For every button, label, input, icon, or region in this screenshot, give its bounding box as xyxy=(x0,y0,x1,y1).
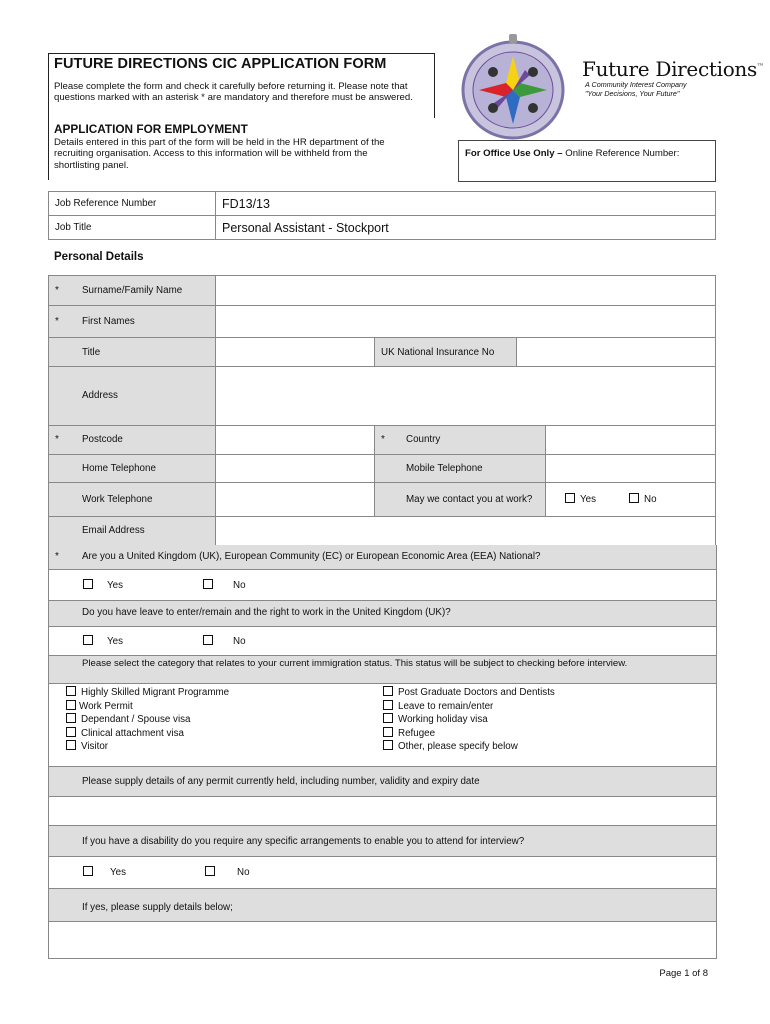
eea-question: Are you a United Kingdom (UK), European Community (EC) or European Economic Area (EEA) National? xyxy=(82,551,541,562)
no-label: No xyxy=(233,580,246,591)
job-table xyxy=(48,191,716,240)
title-label: Title xyxy=(82,347,101,358)
option-other[interactable]: Other, please specify below xyxy=(383,740,555,754)
page-number: Page 1 of 8 xyxy=(659,968,708,979)
ni-field[interactable] xyxy=(517,338,716,367)
checkbox-icon[interactable] xyxy=(83,579,93,589)
address-field[interactable] xyxy=(216,367,716,426)
permit-field[interactable] xyxy=(48,797,717,826)
contact-work-label: May we contact you at work? xyxy=(406,494,533,505)
checkbox-icon[interactable] xyxy=(205,866,215,876)
checkbox-icon[interactable] xyxy=(383,686,393,696)
option-leave-remain[interactable]: Leave to remain/enter xyxy=(383,700,555,714)
surname-label: Surname/Family Name xyxy=(82,285,183,296)
checkbox-icon[interactable] xyxy=(383,700,393,710)
checkbox-icon[interactable] xyxy=(203,635,213,645)
checkbox-icon[interactable] xyxy=(66,700,76,710)
disability-yes[interactable] xyxy=(83,866,126,878)
compass-logo-icon xyxy=(453,32,573,142)
email-label: Email Address xyxy=(82,525,145,536)
home-tel-field[interactable] xyxy=(216,455,375,483)
job-title-value[interactable]: Personal Assistant - Stockport xyxy=(216,216,716,240)
office-use-label: For Office Use Only – Online Reference Number: xyxy=(465,148,680,159)
eea-yes[interactable] xyxy=(83,579,123,591)
yes-label: Yes xyxy=(107,636,123,647)
brand-slogan: "Your Decisions, Your Future" xyxy=(585,89,680,98)
work-tel-field[interactable] xyxy=(216,483,375,517)
section-description: Details entered in this part of the form will be held in the HR department of the recruiting organisation. Access to this information will be withheld from the shortlisting panel. xyxy=(54,137,385,171)
title-field[interactable] xyxy=(216,338,375,367)
checkbox-icon[interactable] xyxy=(383,727,393,737)
eea-asterisk: * xyxy=(55,551,59,562)
brand-name: Future Directions™ xyxy=(582,57,764,81)
checkbox-icon[interactable] xyxy=(565,493,575,503)
mobile-tel-label: Mobile Telephone xyxy=(406,463,483,474)
option-work-permit[interactable]: Work Permit xyxy=(66,700,229,714)
personal-details-heading: Personal Details xyxy=(54,251,144,263)
option-refugee[interactable]: Refugee xyxy=(383,727,555,741)
email-field[interactable] xyxy=(216,517,716,546)
work-tel-label: Work Telephone xyxy=(82,494,153,505)
option-working-holiday[interactable]: Working holiday visa xyxy=(383,713,555,727)
option-visitor[interactable]: Visitor xyxy=(66,740,229,754)
checkbox-icon[interactable] xyxy=(203,579,213,589)
job-title-label: Job Title xyxy=(49,216,216,240)
yes-label: Yes xyxy=(580,494,596,505)
leave-answer-row xyxy=(48,627,717,656)
country-label-cell xyxy=(375,426,546,455)
no-label: No xyxy=(237,867,250,878)
yes-label: Yes xyxy=(107,580,123,591)
checkbox-icon[interactable] xyxy=(66,740,76,750)
checkbox-icon[interactable] xyxy=(83,866,93,876)
permit-question: Please supply details of any permit currently held, including number, validity and expiry date xyxy=(82,776,480,787)
option-highly-skilled[interactable]: Highly Skilled Migrant Programme xyxy=(66,686,229,700)
mobile-tel-field[interactable] xyxy=(546,455,716,483)
option-clinical[interactable]: Clinical attachment visa xyxy=(66,727,229,741)
brand-tagline xyxy=(585,80,687,98)
postcode-label: Postcode xyxy=(82,434,123,445)
checkbox-icon[interactable] xyxy=(83,635,93,645)
checkbox-icon[interactable] xyxy=(66,713,76,723)
checkbox-icon[interactable] xyxy=(383,713,393,723)
details-field[interactable] xyxy=(48,922,717,959)
no-label: No xyxy=(644,494,657,505)
yes-label: Yes xyxy=(110,867,126,878)
form-title: FUTURE DIRECTIONS CIC APPLICATION FORM xyxy=(54,56,387,72)
title-label-cell xyxy=(49,338,216,367)
immigration-options-right xyxy=(383,686,555,754)
option-postgrad[interactable]: Post Graduate Doctors and Dentists xyxy=(383,686,555,700)
category-question: Please select the category that relates to your current immigration status. This status will be subject to checking before interview. xyxy=(82,658,628,669)
first-names-asterisk: * xyxy=(55,316,59,327)
office-use-box[interactable] xyxy=(458,140,716,182)
country-asterisk: * xyxy=(381,434,385,445)
surname-asterisk: * xyxy=(55,285,59,296)
checkbox-icon[interactable] xyxy=(629,493,639,503)
leave-question: Do you have leave to enter/remain and the right to work in the United Kingdom (UK)? xyxy=(82,607,451,618)
section-title: APPLICATION FOR EMPLOYMENT xyxy=(54,122,248,136)
checkbox-icon[interactable] xyxy=(383,740,393,750)
eea-no[interactable] xyxy=(203,579,246,591)
job-ref-value[interactable]: FD13/13 xyxy=(216,192,716,216)
contact-work-yes[interactable] xyxy=(565,493,596,505)
no-label: No xyxy=(233,636,246,647)
disability-answer-row xyxy=(48,857,717,889)
job-ref-label: Job Reference Number xyxy=(49,192,216,216)
option-dependant[interactable]: Dependant / Spouse visa xyxy=(66,713,229,727)
leave-no[interactable] xyxy=(203,635,246,647)
checkbox-icon[interactable] xyxy=(66,727,76,737)
disability-no[interactable] xyxy=(205,866,250,878)
first-names-field[interactable] xyxy=(216,306,716,338)
checkbox-icon[interactable] xyxy=(66,686,76,696)
postcode-asterisk: * xyxy=(55,434,59,445)
leave-yes[interactable] xyxy=(83,635,123,647)
surname-field[interactable] xyxy=(216,276,716,306)
home-tel-label: Home Telephone xyxy=(82,463,156,474)
brand-company-type: A Community Interest Company xyxy=(585,80,687,89)
contact-work-no[interactable] xyxy=(629,493,657,505)
ni-label: UK National Insurance No xyxy=(381,347,495,358)
address-label: Address xyxy=(82,390,118,401)
postcode-field[interactable] xyxy=(216,426,375,455)
first-names-label: First Names xyxy=(82,316,135,327)
eea-answer-row xyxy=(48,570,717,601)
address-label-cell xyxy=(49,367,216,426)
details-question: If yes, please supply details below; xyxy=(82,902,233,913)
postcode-label-cell xyxy=(49,426,216,455)
country-label: Country xyxy=(406,434,441,445)
disability-question: If you have a disability do you require any specific arrangements to enable you to attend for interview? xyxy=(82,836,525,847)
country-field[interactable] xyxy=(546,426,716,455)
intro-text: Please complete the form and check it carefully before returning it. Please note that questions marked with an asterisk * are mandatory and therefore must be answered. xyxy=(54,81,413,104)
immigration-options-left xyxy=(66,686,229,754)
